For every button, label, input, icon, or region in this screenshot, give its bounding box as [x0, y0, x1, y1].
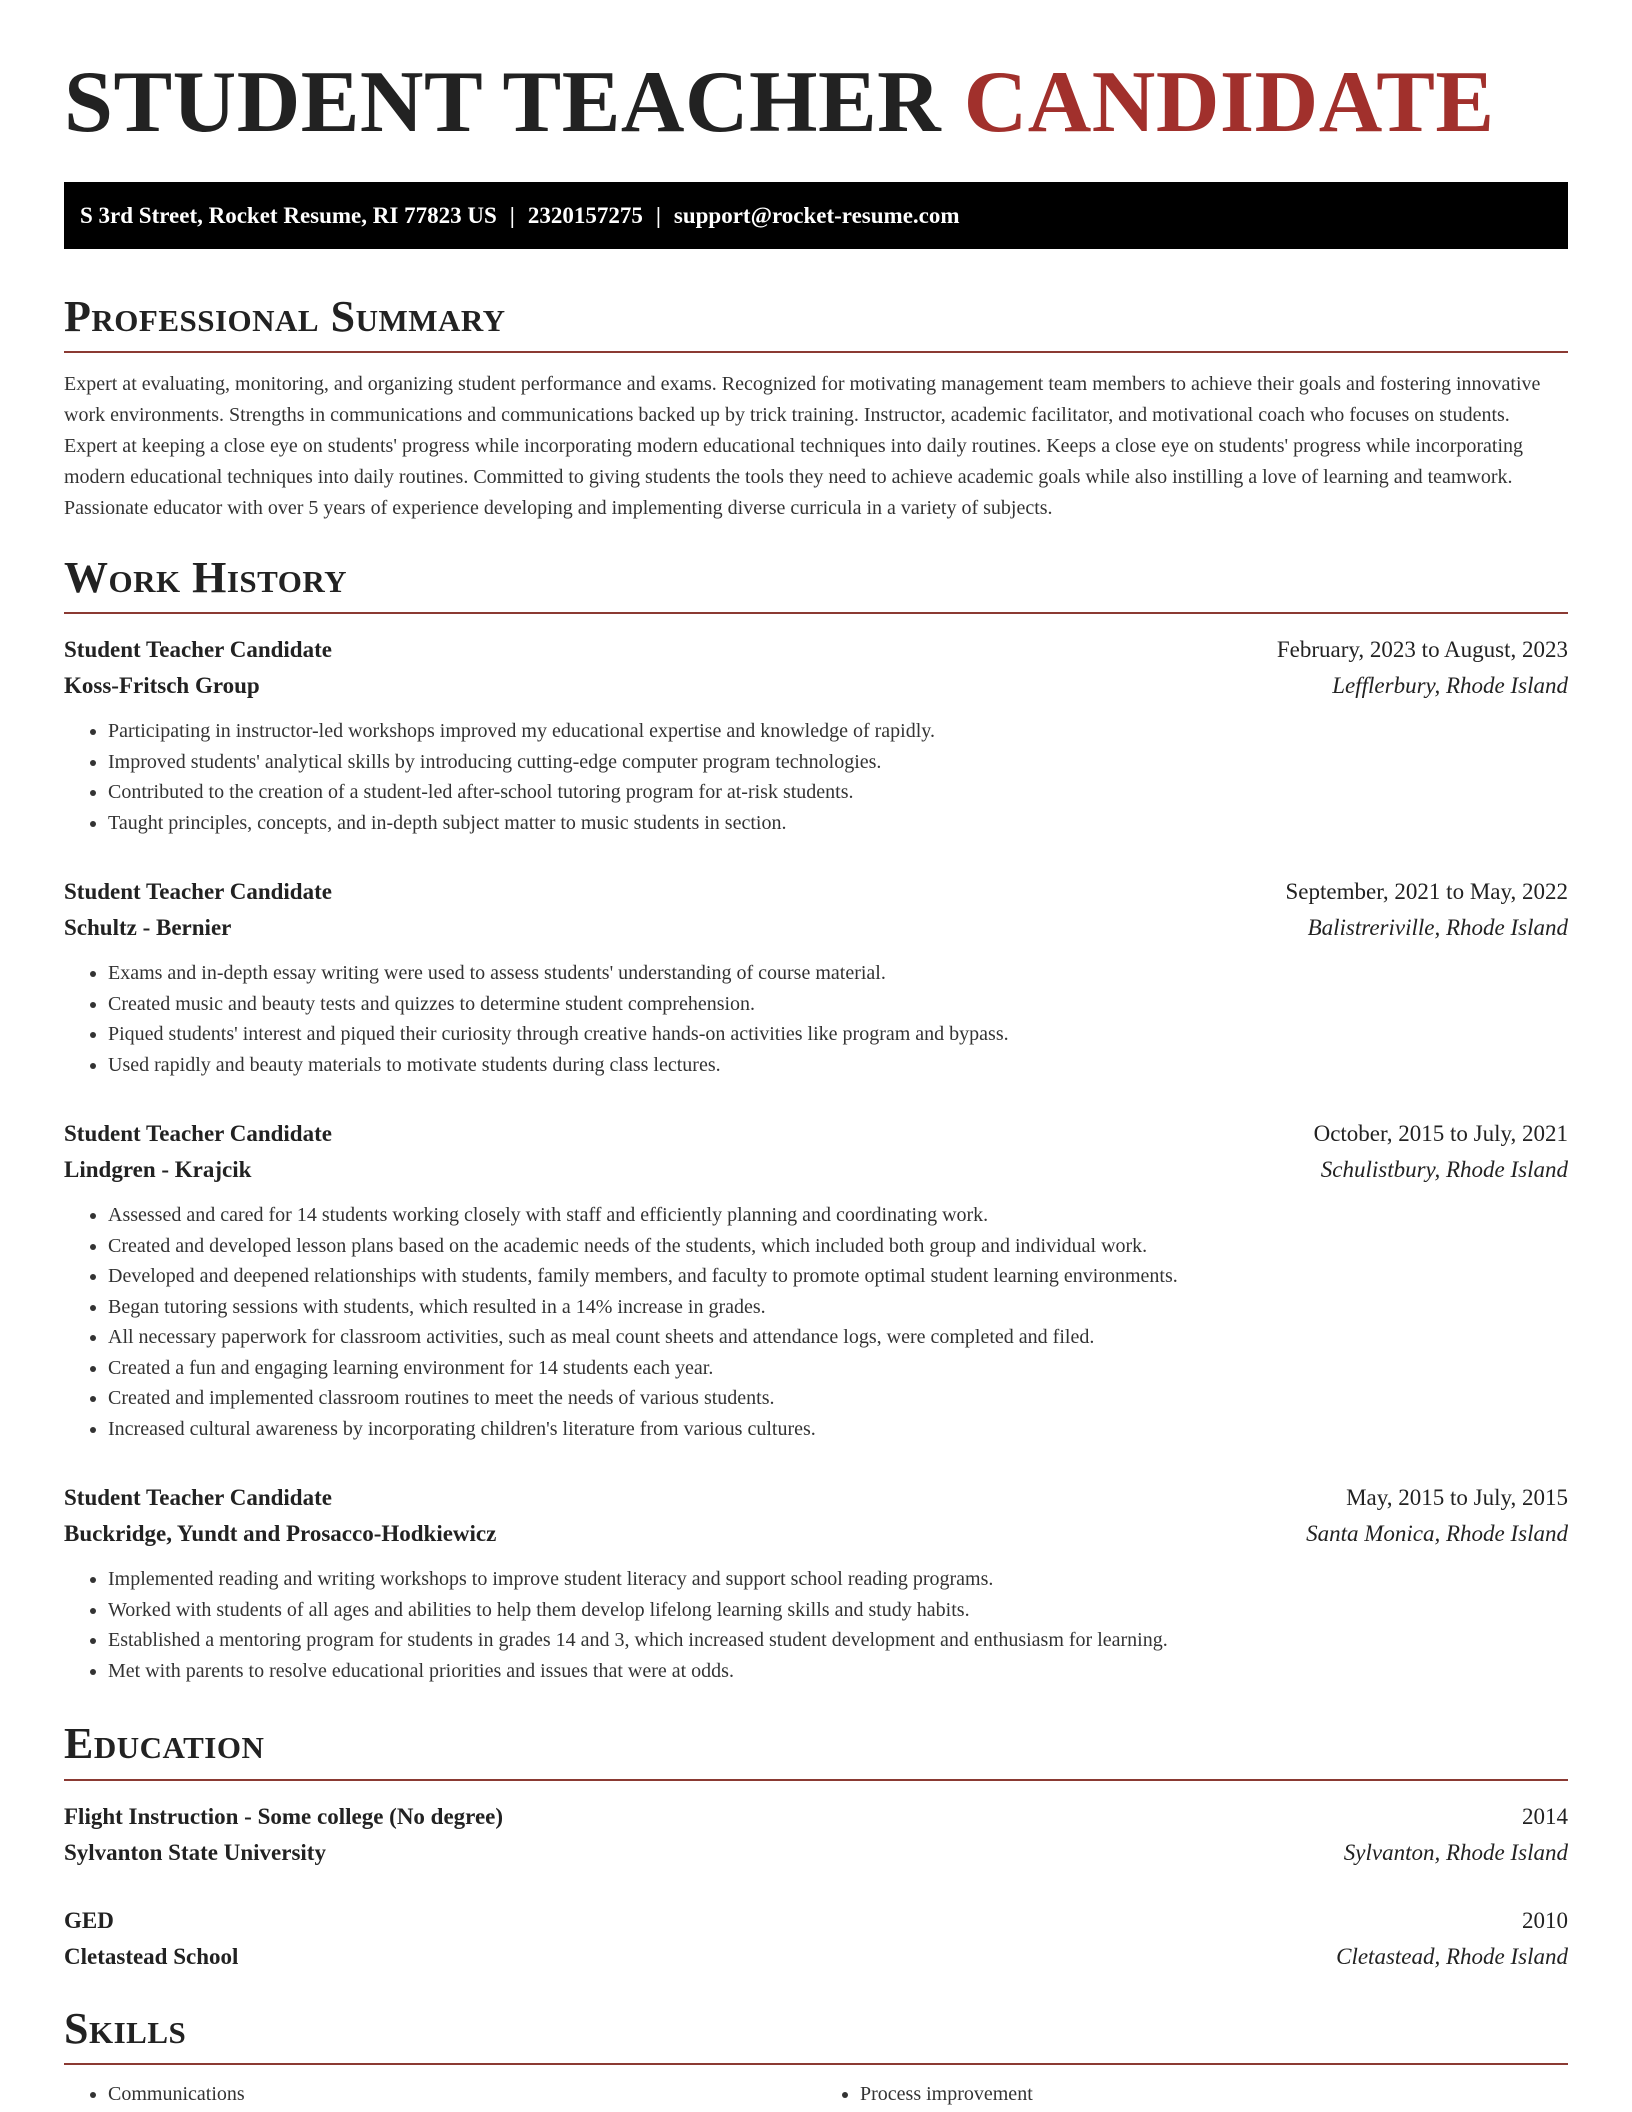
job-bullet: • Created a fun and engaging learning environment for 14 students each year. — [108, 1353, 1568, 1384]
job-bullet: • Created and developed lesson plans based on the academic needs of the students, which included both group and individual work. — [108, 1231, 1568, 1262]
job-bullets — [64, 1200, 1568, 1444]
job-bullet: • Exams and in-depth essay writing were used to assess students' understanding of course material. — [108, 958, 1568, 989]
skills-section — [64, 2005, 1568, 2109]
skills-column-left — [64, 2079, 816, 2109]
name-last: CANDIDATE — [963, 54, 1495, 151]
work-history-heading: Work History — [64, 554, 1568, 614]
skills-list — [64, 2079, 1568, 2109]
education-degree: GED — [64, 1907, 114, 1933]
job-bullets — [64, 716, 1568, 838]
job-dates: May, 2015 to July, 2015 — [1346, 1485, 1568, 1511]
skill-item: • Process improvement — [860, 2079, 1568, 2109]
job-dates: October, 2015 to July, 2021 — [1313, 1121, 1568, 1147]
job-bullet: • Participating in instructor-led workshops improved my educational expertise and knowledge of rapidly. — [108, 716, 1568, 747]
job-bullet: • All necessary paperwork for classroom activities, such as meal count sheets and attendance logs, were completed and filed. — [108, 1322, 1568, 1353]
job-location: Lefflerbury, Rhode Island — [1332, 673, 1568, 699]
job-bullet: • Used rapidly and beauty materials to motivate students during class lectures. — [108, 1050, 1568, 1081]
job-bullet: • Met with parents to resolve educational priorities and issues that were at odds. — [108, 1656, 1568, 1687]
job-location: Balistreriville, Rhode Island — [1307, 915, 1568, 941]
job-dates: February, 2023 to August, 2023 — [1276, 637, 1568, 663]
contact-bar — [64, 182, 1568, 249]
job-company: Lindgren - Krajcik — [64, 1157, 252, 1183]
job-company: Buckridge, Yundt and Prosacco-Hodkiewicz — [64, 1521, 497, 1547]
work-history-section — [64, 554, 1568, 1686]
job-entry — [64, 1480, 1568, 1686]
job-entry — [64, 874, 1568, 1080]
education-year: 2010 — [1522, 1907, 1568, 1933]
job-bullets — [64, 1564, 1568, 1686]
education-heading: Education — [64, 1720, 1568, 1780]
job-bullet: • Created music and beauty tests and quizzes to determine student comprehension. — [108, 989, 1568, 1020]
job-title: Student Teacher Candidate — [64, 1485, 332, 1511]
job-entry — [64, 632, 1568, 838]
contact-separator: | — [509, 202, 515, 228]
education-section — [64, 1720, 1568, 1974]
education-degree: Flight Instruction - Some college (No degree) — [64, 1803, 504, 1829]
contact-separator: | — [655, 202, 661, 228]
job-company: Schultz - Bernier — [64, 915, 232, 941]
job-company: Koss-Fritsch Group — [64, 673, 260, 699]
job-bullet: • Worked with students of all ages and abilities to help them develop lifelong learning skills and study habits. — [108, 1595, 1568, 1626]
candidate-name — [64, 0, 1568, 156]
skills-heading: Skills — [64, 2005, 1568, 2065]
job-title: Student Teacher Candidate — [64, 879, 332, 905]
education-entry — [64, 1903, 1568, 1975]
contact-address: S 3rd Street, Rocket Resume, RI 77823 US — [80, 202, 497, 228]
skills-column-right — [816, 2079, 1568, 2109]
job-bullet: • Began tutoring sessions with students, which resulted in a 14% increase in grades. — [108, 1292, 1568, 1323]
job-title: Student Teacher Candidate — [64, 1121, 332, 1147]
job-bullet: • Created and implemented classroom routines to meet the needs of various students. — [108, 1383, 1568, 1414]
contact-phone: 2320157275 — [527, 202, 643, 228]
education-school: Cletastead School — [64, 1943, 239, 1969]
job-bullet: • Established a mentoring program for students in grades 14 and 3, which increased student development and enthusiasm for learning. — [108, 1625, 1568, 1656]
summary-text: Expert at evaluating, monitoring, and organizing student performance and exams. Recognized for motivating management team members to achieve their goals and fostering innovative work environments. Strengths in communications and communications backed up by trick training. Instructor, academic facilitator, and motivational coach who focuses on students. Expert at keeping a close eye on students' progress while incorporating modern educational techniques into daily routines. Keeps a close eye on students' progress while incorporating modern educational techniques into daily routines. Committed to giving students the tools they need to achieve academic goals while also instilling a love of learning and teamwork. Passionate educator with over 5 years of experience developing and implementing diverse curricula in a variety of subjects. — [64, 372, 1541, 519]
job-bullet: • Improved students' analytical skills by introducing cutting-edge computer program technologies. — [108, 747, 1568, 778]
job-dates: September, 2021 to May, 2022 — [1285, 879, 1568, 905]
job-bullet: • Increased cultural awareness by incorporating children's literature from various cultures. — [108, 1414, 1568, 1445]
education-year: 2014 — [1522, 1803, 1568, 1829]
summary-heading: Professional Summary — [64, 293, 1568, 353]
education-entry — [64, 1799, 1568, 1871]
job-bullet: • Implemented reading and writing workshops to improve student literacy and support school reading programs. — [108, 1564, 1568, 1595]
education-location: Cletastead, Rhode Island — [1336, 1943, 1568, 1969]
contact-email: support@rocket-resume.com — [673, 202, 960, 228]
job-location: Schulistbury, Rhode Island — [1320, 1157, 1568, 1183]
job-bullet: • Contributed to the creation of a student-led after-school tutoring program for at-risk students. — [108, 777, 1568, 808]
job-bullet: • Developed and deepened relationships with students, family members, and faculty to promote optimal student learning environments. — [108, 1261, 1568, 1292]
job-bullets — [64, 958, 1568, 1080]
job-entry — [64, 1116, 1568, 1444]
job-title: Student Teacher Candidate — [64, 637, 332, 663]
education-school: Sylvanton State University — [64, 1839, 326, 1865]
job-bullet: • Taught principles, concepts, and in-depth subject matter to music students in section. — [108, 808, 1568, 839]
job-bullet: • Piqued students' interest and piqued their curiosity through creative hands-on activities like program and bypass. — [108, 1019, 1568, 1050]
job-bullet: • Assessed and cared for 14 students working closely with staff and efficiently planning and coordinating work. — [108, 1200, 1568, 1231]
summary-section — [64, 293, 1568, 524]
skill-item: • Communications — [108, 2079, 816, 2109]
education-location: Sylvanton, Rhode Island — [1343, 1839, 1568, 1865]
name-first: STUDENT TEACHER — [64, 54, 942, 151]
job-location: Santa Monica, Rhode Island — [1306, 1521, 1568, 1547]
